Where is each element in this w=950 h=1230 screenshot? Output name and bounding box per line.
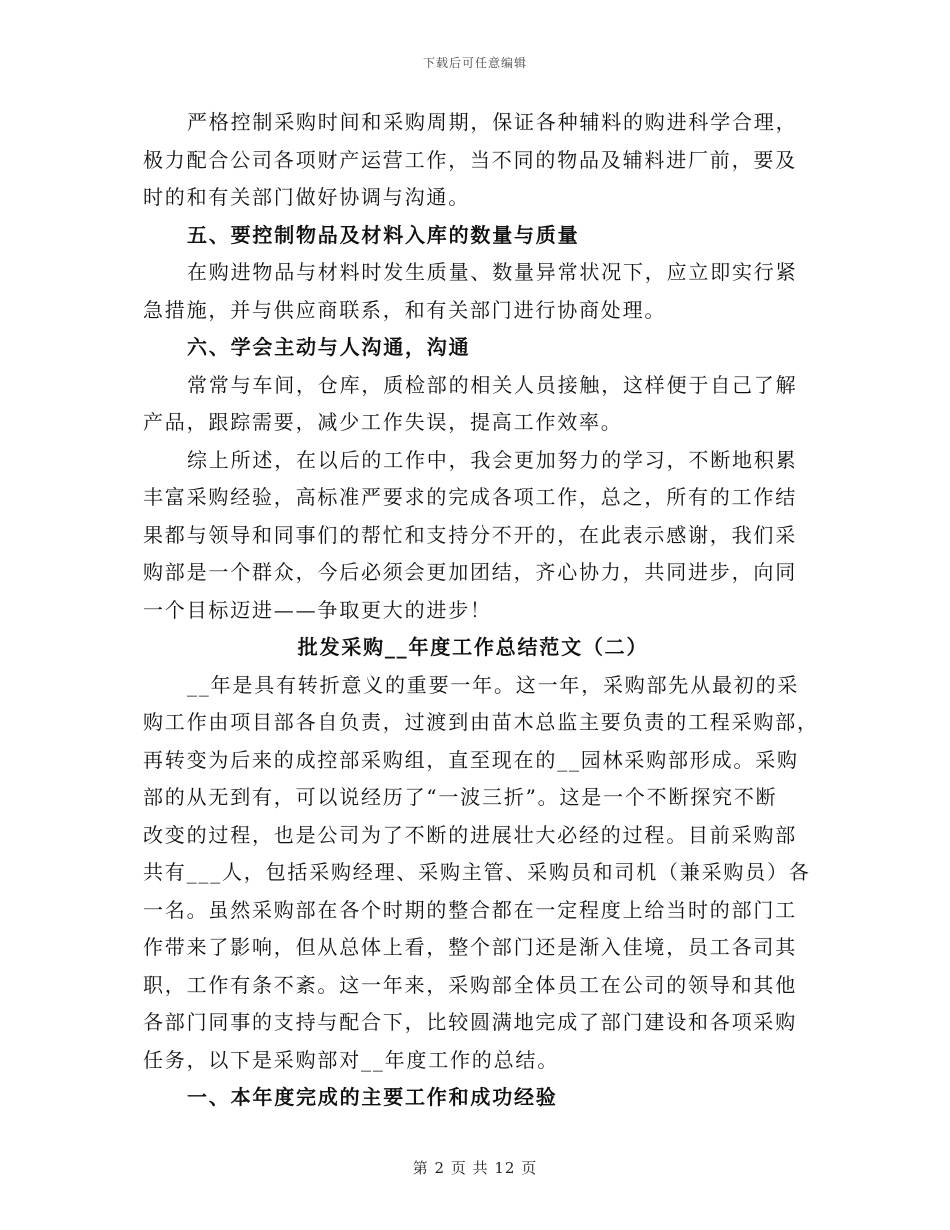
paragraph-line: 一个目标迈进——争取更大的进步！ — [143, 597, 492, 622]
paragraph-line: 各部门同事的支持与配合下，比较圆满地完成了部门建设和各项采购 — [143, 1010, 797, 1034]
paragraph-line: 改变的过程，也是公司为了不断的进展壮大必经的过程。目前采购部 — [143, 822, 797, 847]
paragraph-line: 购部是一个群众，今后必须会更加团结，齐心协力，共同进步，向同 — [143, 560, 797, 584]
document-body — [143, 104, 819, 1117]
paragraph-line: 在购进物品与材料时发生质量、数量异常状况下，应立即实行紧 — [187, 260, 798, 284]
document-title: 批发采购__年度工作总结范文（二） — [297, 635, 649, 659]
paragraph-line: 常常与车间，仓库，质检部的相关人员接触，这样便于自己了解 — [187, 372, 798, 397]
section-heading: 五、要控制物品及材料入库的数量与质量 — [187, 222, 580, 247]
paragraph-line: 丰富采购经验，高标准严要求的完成各项工作，总之，所有的工作结 — [143, 485, 797, 509]
paragraph-line: 部的从无到有，可以说经历了“一波三折”。这是一个不断探究不断 — [143, 785, 778, 809]
paragraph-line: 共有___人，包括采购经理、采购主管、采购员和司机（兼采购员）各 — [143, 860, 811, 884]
paragraph-line: __年是具有转折意义的重要一年。这一年，采购部先从最初的采 — [187, 672, 800, 697]
paragraph-line: 任务，以下是采购部对__年度工作的总结。 — [143, 1047, 559, 1072]
paragraph-line: 果都与领导和同事们的帮忙和支持分不开的，在此表示感谢，我们采 — [143, 522, 797, 547]
paragraph-line: 急措施，并与供应商联系，和有关部门进行协商处理。 — [143, 297, 667, 322]
section-heading: 一、本年度完成的主要工作和成功经验 — [187, 1085, 558, 1109]
paragraph-line: 购工作由项目部各自负责，过渡到由苗木总监主要负责的工程采购部， — [143, 710, 819, 734]
paragraph-line: 极力配合公司各项财产运营工作，当不同的物品及辅料进厂前，要及 — [143, 147, 797, 172]
paragraph-line: 再转变为后来的成控部采购组，直至现在的__园林采购部形成。采购 — [143, 747, 799, 772]
section-heading: 六、学会主动与人沟通，沟通 — [187, 335, 471, 359]
page-footer: 第 2 页 共 12 页 — [412, 1159, 538, 1177]
paragraph-line: 职，工作有条不紊。这一年来，采购部全体员工在公司的领导和其他 — [143, 972, 797, 997]
paragraph-line: 作带来了影响，但从总体上看，整个部门还是渐入佳境，员工各司其 — [143, 935, 797, 959]
paragraph-line: 一名。虽然采购部在各个时期的整合都在一定程度上给当时的部门工 — [143, 897, 797, 922]
paragraph-line: 综上所述，在以后的工作中，我会更加努力的学习，不断地积累 — [187, 447, 798, 472]
page-header: 下载后可任意编辑 — [422, 56, 527, 70]
paragraph-line: 严格控制采购时间和采购周期，保证各种辅料的购进科学合理， — [187, 110, 798, 134]
paragraph-line: 时的和有关部门做好协调与沟通。 — [143, 185, 470, 209]
paragraph-line: 产品，跟踪需要，减少工作失误，提高工作效率。 — [143, 410, 623, 434]
